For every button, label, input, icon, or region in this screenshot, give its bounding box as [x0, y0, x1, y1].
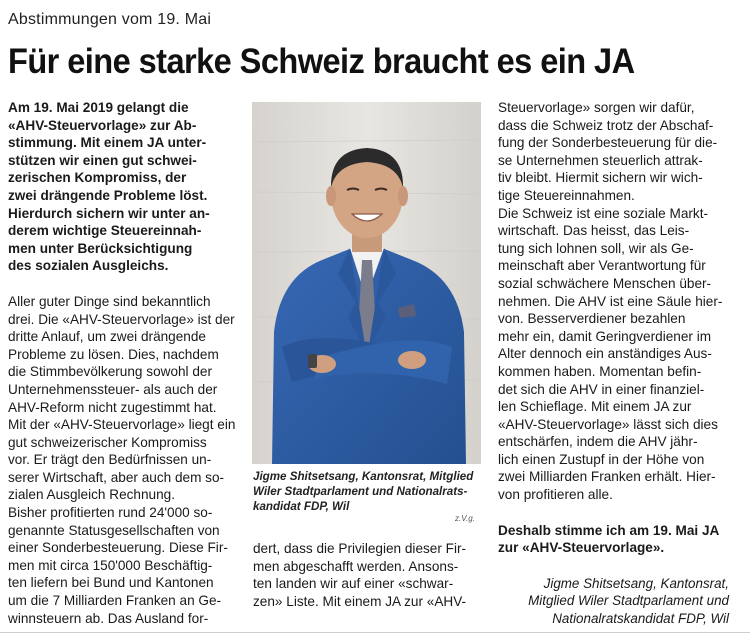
text-line: tung sich lohnen soll, wir als Ge-: [498, 240, 694, 256]
text-line: Deshalb stimme ich am 19. Mai JA: [498, 522, 720, 538]
text-line: drei. Die «AHV-Steuervorlage» ist der: [8, 311, 235, 327]
text-line: serer Wirtschaft, aber auch dem so-: [8, 469, 225, 485]
text-line: Jigme Shitsetsang, Kantonsrat, Mitglied: [253, 470, 474, 483]
text-line: zur «AHV-Steuervorlage».: [498, 540, 665, 556]
text-line: um die 7 Milliarden Franken an Ge-: [8, 593, 222, 609]
text-line: Unternehmenssteuer- als auch der: [8, 381, 218, 397]
body-paragraph-1: [8, 293, 236, 504]
text-line: winnsteuern ab. Das Ausland for-: [8, 610, 209, 626]
text-line: Am 19. Mai 2019 gelangt die: [8, 100, 189, 115]
text-line: sozial schwächere Menschen über-: [498, 275, 712, 291]
lead-paragraph: [8, 99, 236, 275]
photo-credit: z.V.g.: [455, 514, 475, 523]
text-line: von. Besserverdiener bezahlen: [498, 311, 686, 327]
text-line: zen» Liste. Mit einem JA zur «AHV-: [253, 593, 467, 609]
text-line: meinschaft aber Verantwortung für: [498, 258, 706, 274]
text-line: genannte Statusgesellschaften von: [8, 522, 220, 538]
text-line: Alter dennoch ein anständiges Aus-: [498, 346, 712, 362]
text-line: zwei drängende Probleme löst.: [8, 187, 208, 203]
text-line: nehmen. Die AHV ist eine Säule hier-: [498, 293, 723, 309]
bottom-divider: [0, 632, 750, 633]
article-kicker: Abstimmungen vom 19. Mai: [8, 11, 212, 28]
text-line: det sich die AHV in einer finanziel-: [498, 381, 705, 397]
text-line: men abgeschafft werden. Ansons-: [253, 558, 459, 574]
portrait-photo: [252, 102, 481, 464]
text-line: die Stimmbevölkerung sowohl der: [8, 364, 213, 380]
text-line: von profitieren alle.: [498, 487, 613, 503]
text-line: Hierdurch sichern wir unter an-: [8, 205, 210, 221]
text-line: Mitglied Wiler Stadtparlament und: [528, 593, 729, 609]
closing-statement: [498, 522, 729, 557]
text-line: Die Schweiz ist eine soziale Markt-: [498, 205, 709, 221]
text-line: fung der Sonderbesteuerung für die-: [498, 135, 718, 151]
body-paragraph-4: [498, 99, 729, 205]
text-line: dass die Schweiz trotz der Abschaf-: [498, 117, 714, 133]
left-column: [8, 99, 236, 627]
text-line: zwei Milliarden Franken erhält. Hier-: [498, 469, 716, 485]
text-line: tiv bleibt. Hiermit sichern wir wich-: [498, 170, 703, 186]
text-line: ten landen wir auf einer «schwar-: [253, 576, 454, 592]
text-line: zialen Ausgleich Rechnung.: [8, 487, 176, 503]
text-line: Mit der «AHV-Steuervorlage» liegt ein: [8, 417, 236, 433]
text-line: men unter Berücksichtigung: [8, 240, 193, 256]
text-line: Probleme zu lösen. Dies, nachdem: [8, 346, 219, 362]
text-line: entschärfen, indem die AHV jähr-: [498, 434, 698, 450]
text-line: len Schieflage. Mit einem JA zur: [498, 399, 692, 415]
body-paragraph-2: [8, 504, 236, 627]
text-line: dert, dass die Privilegien dieser Fir-: [253, 541, 467, 556]
text-line: tige Steuereinnahmen.: [498, 187, 635, 203]
text-line: dritte Anlauf, um zwei drängende: [8, 329, 206, 345]
body-paragraph-3: [253, 540, 481, 610]
text-line: mehr ein, damit Geringverdiener im: [498, 328, 712, 344]
text-line: stimmung. Mit einem JA unter-: [8, 135, 207, 151]
author-signature: [498, 575, 729, 628]
article-headline: Für eine starke Schweiz braucht es ein JA: [8, 42, 635, 81]
text-line: stützen wir einen gut schwei-: [8, 152, 197, 168]
text-line: men mit circa 150'000 Beschäftig-: [8, 557, 213, 573]
photo-caption: [253, 469, 481, 514]
text-line: des sozialen Ausgleichs.: [8, 258, 169, 274]
text-line: kandidat FDP, Wil: [253, 500, 350, 513]
text-line: Nationalratskandidat FDP, Wil: [552, 611, 729, 627]
text-line: einer Sonderbesteuerung. Diese Fir-: [8, 540, 228, 556]
text-line: Steuervorlage» sorgen wir dafür,: [498, 100, 695, 115]
text-line: se Unternehmen steuerlich attrak-: [498, 152, 703, 168]
text-line: «AHV-Steuervorlage» lässt sich dies: [498, 416, 718, 432]
text-line: «AHV-Steuervorlage» zur Ab-: [8, 117, 197, 133]
middle-column: [253, 540, 481, 610]
text-line: Wiler Stadtparlament und Nationalrats-: [253, 485, 468, 498]
right-column: [498, 99, 729, 628]
portrait-illustration: [252, 102, 481, 464]
text-line: wirtschaft. Das heisst, das Leis-: [498, 223, 690, 239]
text-line: Bisher profitierten rund 24'000 so-: [8, 505, 213, 521]
text-line: zerischen Kompromiss, der: [8, 170, 187, 186]
text-line: vor. Er trägt den Bedürfnissen un-: [8, 452, 212, 468]
text-line: ten liefern bei Bund und Kantonen: [8, 575, 214, 591]
text-line: AHV-Reform nicht zugestimmt hat.: [8, 399, 217, 415]
body-paragraph-5: [498, 205, 729, 504]
text-line: Aller guter Dinge sind bekanntlich: [8, 293, 211, 309]
text-line: gut schweizerischer Kompromiss: [8, 434, 207, 450]
text-line: kommen haben. Momentan befin-: [498, 363, 702, 379]
text-line: Jigme Shitsetsang, Kantonsrat,: [543, 575, 729, 591]
text-line: lich einen Zustupf in der Höhe von: [498, 451, 705, 467]
text-line: derem wichtige Steuereinnah-: [8, 223, 202, 239]
